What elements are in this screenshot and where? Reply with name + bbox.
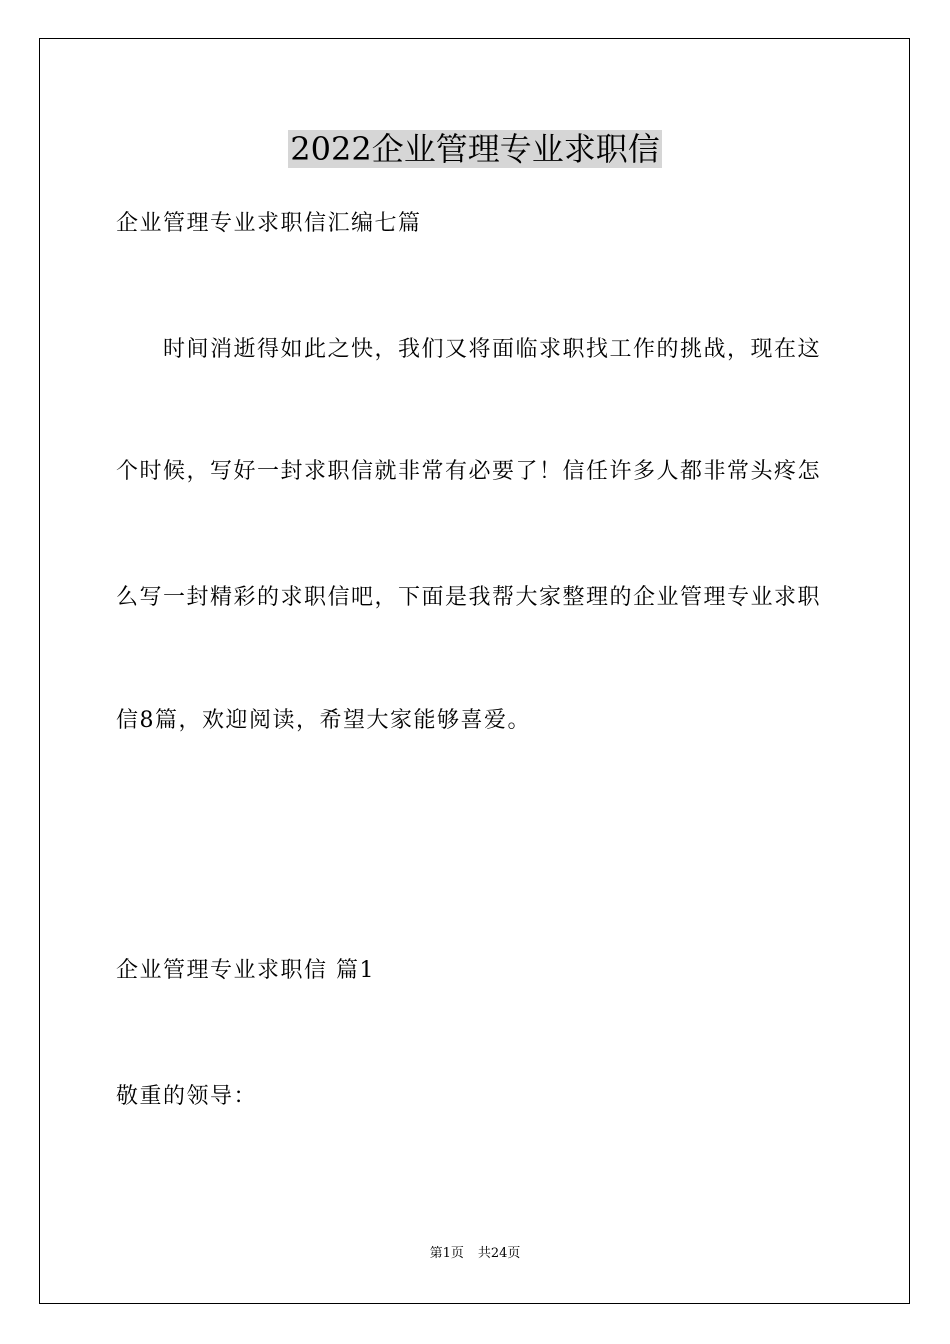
page-number: 第1页 <box>429 1246 464 1261</box>
intro-line-4: 信8篇，欢迎阅读，希望大家能够喜爱。 <box>116 708 531 733</box>
page-footer <box>0 1245 950 1263</box>
section-heading: 企业管理专业求职信 篇1 <box>116 958 375 983</box>
intro-line-1: 时间消逝得如此之快，我们又将面临求职找工作的挑战，现在这 <box>163 337 822 362</box>
document-title <box>0 127 950 171</box>
document-title-text: 2022企业管理专业求职信 <box>290 130 660 168</box>
salutation: 敬重的领导： <box>116 1084 258 1109</box>
intro-line-3: 么写一封精彩的求职信吧，下面是我帮大家整理的企业管理专业求职 <box>116 585 822 610</box>
intro-line-2: 个时候，写好一封求职信就非常有必要了！信任许多人都非常头疼怎 <box>116 459 822 484</box>
document-subtitle: 企业管理专业求职信汇编七篇 <box>116 211 422 236</box>
page-total: 共24页 <box>477 1246 521 1261</box>
